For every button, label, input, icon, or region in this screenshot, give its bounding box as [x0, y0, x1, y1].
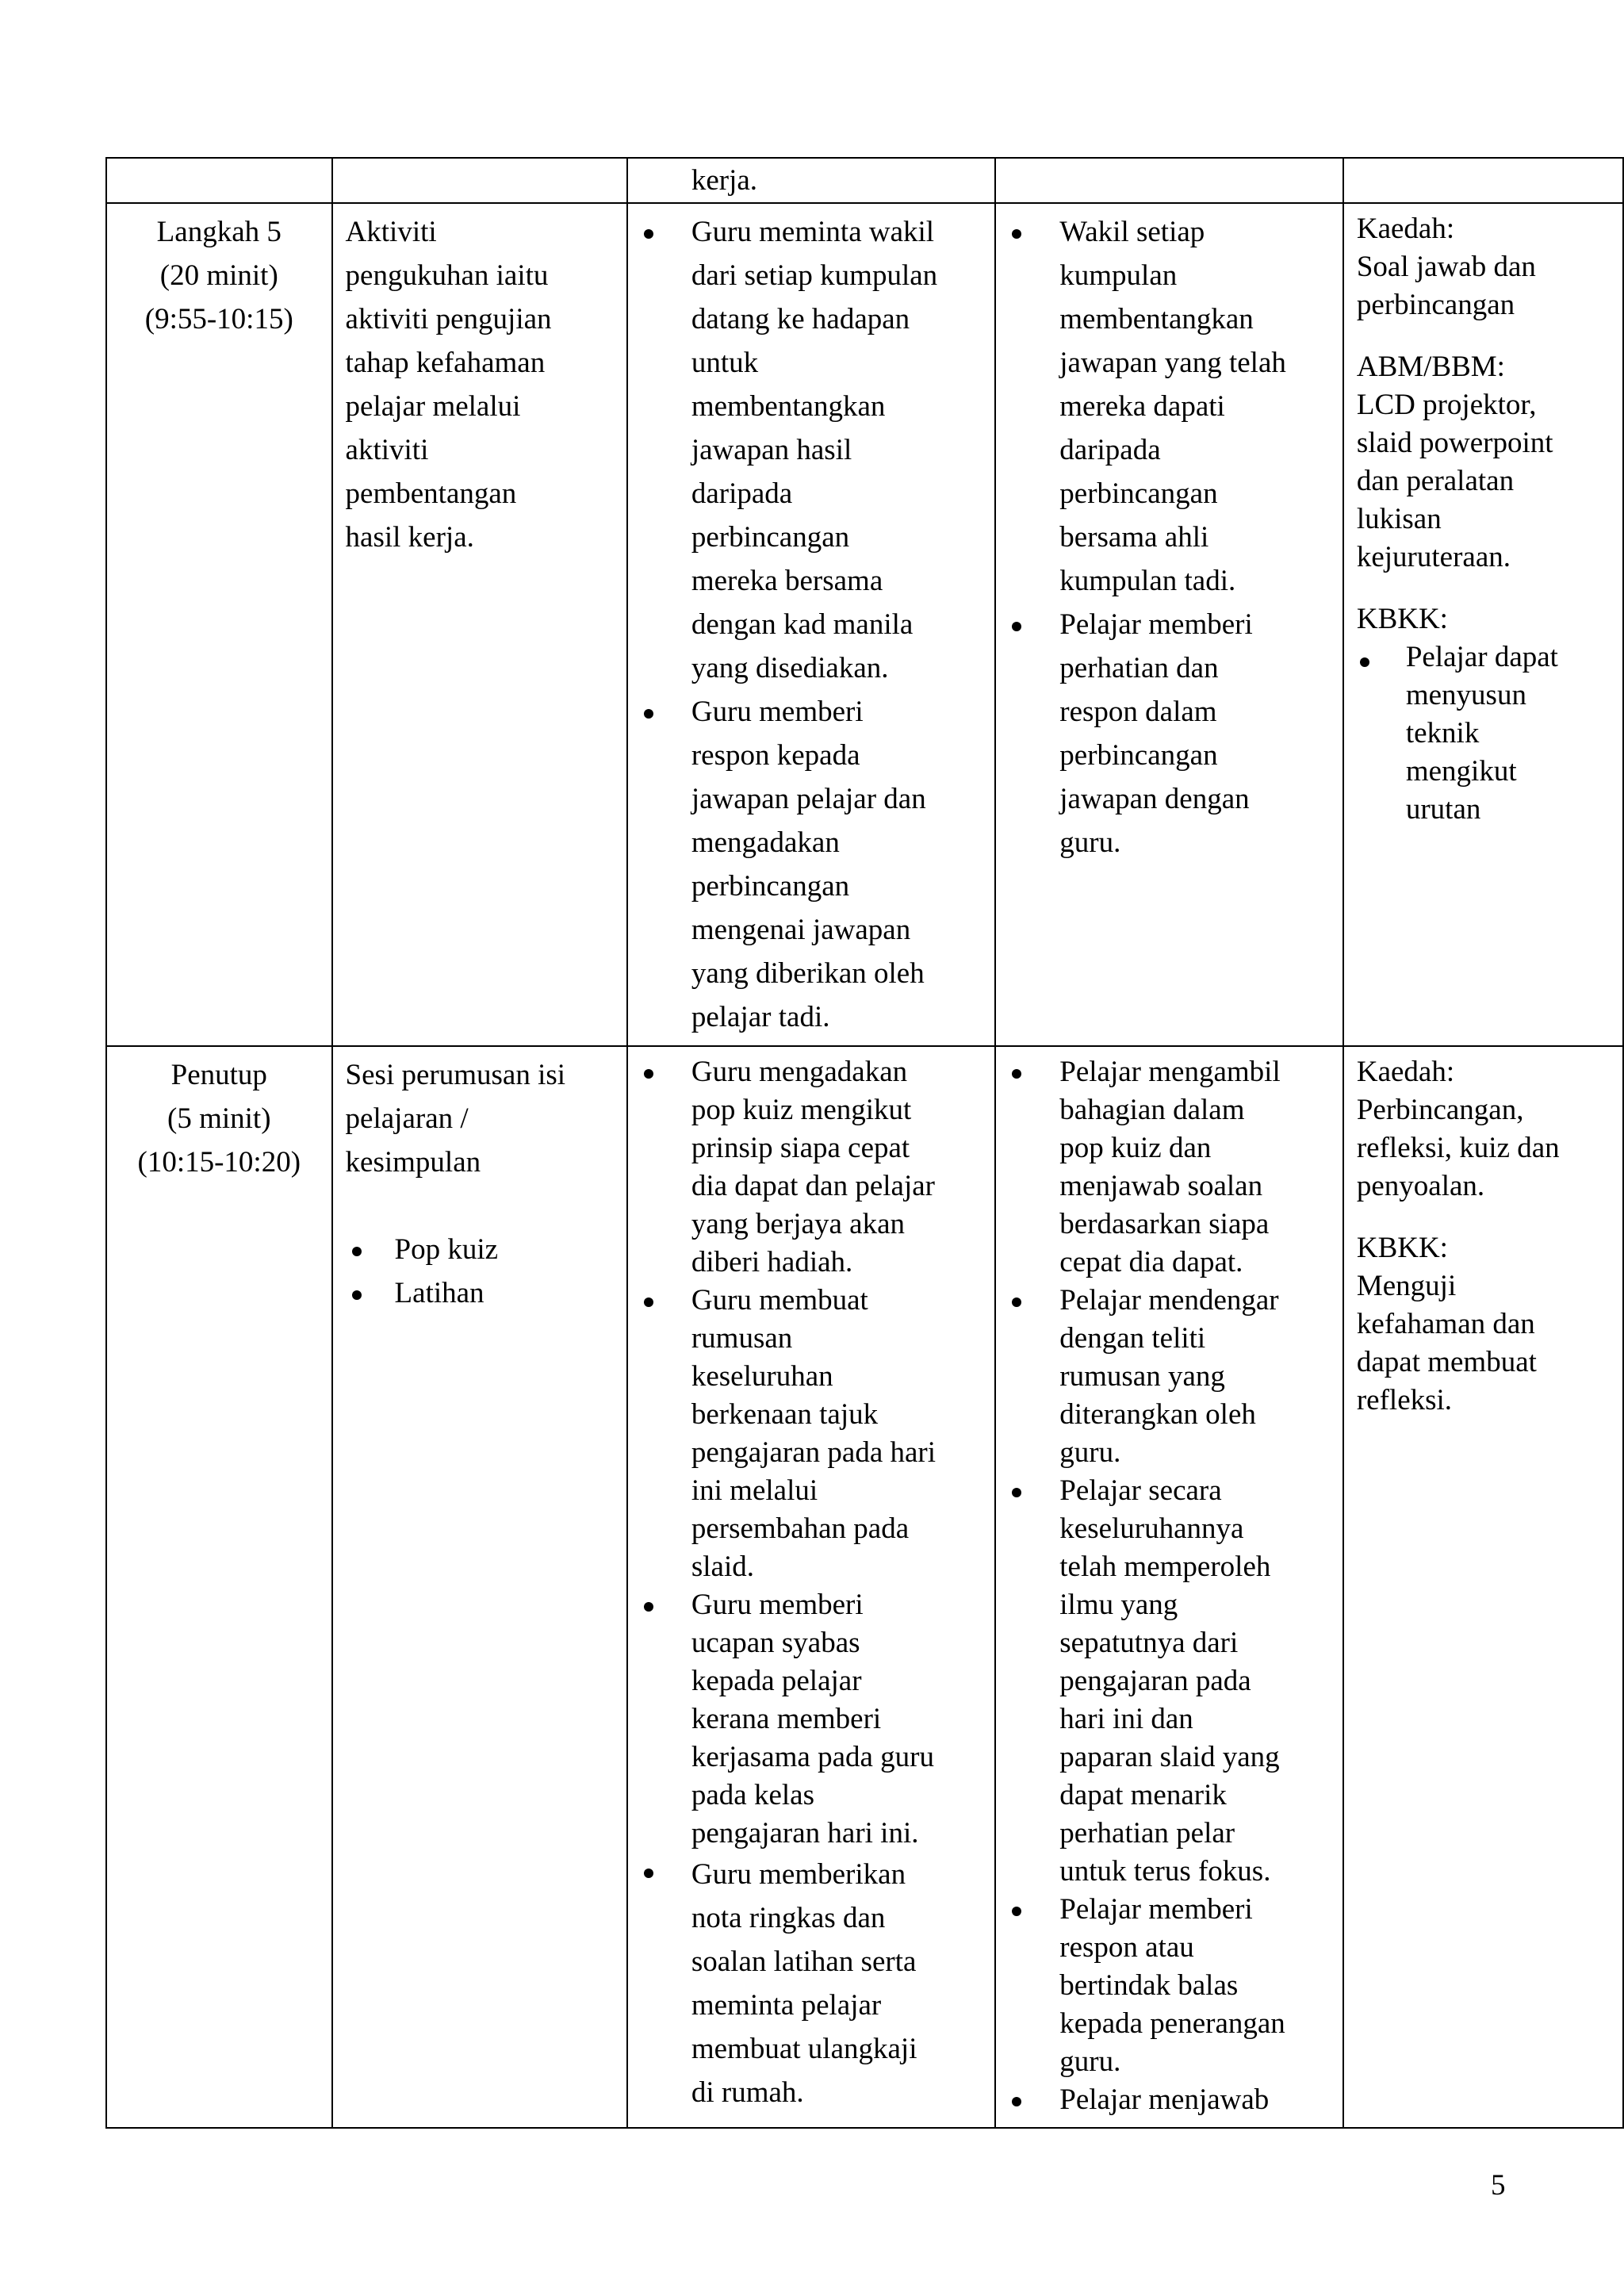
- step-cell: [106, 1046, 332, 2128]
- text-line: ucapan syabas: [691, 1627, 860, 1659]
- text-line: tahap kefahaman: [345, 347, 546, 379]
- text-line: sepatutnya dari: [1059, 1627, 1239, 1659]
- text-line: pop kuiz mengikut: [691, 1094, 912, 1126]
- bullet-list: [346, 1228, 614, 1315]
- table-row: [106, 158, 1623, 203]
- text-line: mengenai jawapan: [691, 914, 911, 946]
- text-line: respon atau: [1059, 1931, 1194, 1964]
- bullet-list: [1357, 638, 1610, 829]
- kaedah-label: Kaedah:: [1356, 1056, 1455, 1088]
- text-line: dengan kad manila: [691, 608, 914, 641]
- text-line: daripada: [691, 477, 793, 510]
- text-line: untuk terus fokus.: [1059, 1855, 1271, 1888]
- text-line: pelajar tadi.: [691, 1001, 830, 1033]
- text-line: slaid.: [691, 1550, 754, 1583]
- text-line: pengajaran pada: [1059, 1665, 1251, 1697]
- text-line: cepat dia dapat.: [1059, 1246, 1243, 1278]
- text-line: datang ke hadapan: [691, 303, 910, 335]
- text-line: meminta pelajar: [691, 1989, 882, 2022]
- text-line: diberi hadiah.: [691, 1246, 853, 1278]
- text-line: kepada pelajar: [691, 1665, 862, 1697]
- page-number: 5: [1491, 2169, 1506, 2202]
- text-line: membentangkan: [1059, 303, 1254, 335]
- text-line: Guru meminta wakil: [691, 216, 935, 248]
- text-line: jawapan pelajar dan: [691, 783, 926, 815]
- text-line: pengajaran pada hari: [691, 1436, 936, 1469]
- objective-cell: [332, 158, 627, 203]
- kaedah-label: Kaedah:: [1356, 213, 1455, 245]
- text-line: slaid powerpoint: [1356, 427, 1553, 459]
- student-activity-cell: [995, 203, 1343, 1046]
- text-line: menyusun: [1405, 679, 1526, 711]
- text-line: perbincangan: [691, 870, 850, 903]
- text-line: pop kuiz dan: [1059, 1132, 1212, 1164]
- table-row: [106, 1046, 1623, 2128]
- step-time: (9:55-10:15): [144, 303, 293, 335]
- list-item: [1009, 1053, 1330, 1282]
- text-line: LCD projektor,: [1356, 389, 1537, 421]
- text-line: guru.: [1059, 2045, 1121, 2078]
- text-line: kepada penerangan: [1059, 2007, 1285, 2040]
- text-line: kefahaman dan: [1356, 1308, 1535, 1340]
- text-line: Aktiviti: [345, 216, 437, 248]
- teacher-activity-cell: [627, 1046, 995, 2128]
- kbkk-label: KBKK:: [1356, 603, 1448, 635]
- text-line: rumusan yang: [1059, 1360, 1225, 1393]
- text-line: hari ini dan: [1059, 1703, 1193, 1735]
- text-line: berkenaan tajuk: [691, 1398, 879, 1431]
- text-line: persembahan pada: [691, 1512, 910, 1545]
- list-item: [346, 1228, 614, 1271]
- text-line: bersama ahli: [1059, 521, 1209, 554]
- text-line: pengukuhan iaitu: [345, 259, 549, 292]
- text-line: rumusan: [691, 1322, 793, 1355]
- notes-cell: [1343, 158, 1623, 203]
- text-line: Pelajar mengambil: [1059, 1056, 1281, 1088]
- notes-block: [1357, 210, 1610, 829]
- text-line: kesimpulan: [345, 1146, 481, 1179]
- text-line: refleksi, kuiz dan: [1356, 1132, 1560, 1164]
- text-line: Sesi perumusan isi: [345, 1059, 566, 1091]
- text-line: Guru memberi: [691, 1589, 864, 1621]
- step-label: Langkah 5: [156, 216, 282, 248]
- text-line: jawapan dengan: [1059, 783, 1250, 815]
- step-time: (10:15-10:20): [137, 1146, 301, 1179]
- text-line: kumpulan tadi.: [1059, 565, 1236, 597]
- step-cell: [106, 203, 332, 1046]
- text-line: dapat menarik: [1059, 1779, 1227, 1811]
- text-line: Pelajar memberi: [1059, 1893, 1253, 1926]
- text-line: dengan teliti: [1059, 1322, 1206, 1355]
- text-line: perbincangan: [691, 521, 850, 554]
- text-line: kerjasama pada guru: [691, 1741, 934, 1773]
- notes-block: [1357, 1053, 1610, 1420]
- list-item: [641, 210, 982, 690]
- text-line: Guru memberi: [691, 696, 864, 728]
- list-item: [641, 1586, 982, 1853]
- text-line: aktiviti pengujian: [345, 303, 552, 335]
- text-line: Guru mengadakan: [691, 1056, 908, 1088]
- list-item: [1009, 1472, 1330, 1891]
- bullet-list: [641, 1053, 982, 2114]
- text-line: yang disediakan.: [691, 652, 889, 684]
- text-line: Wakil setiap: [1059, 216, 1205, 248]
- text-line: Pelajar menjawab: [1059, 2083, 1270, 2116]
- objective-cell: [332, 1046, 627, 2128]
- list-item: [641, 1282, 982, 1586]
- text-line: Pelajar memberi: [1059, 608, 1253, 641]
- objective-cell: [332, 203, 627, 1046]
- text-line: Pelajar secara: [1059, 1474, 1222, 1507]
- text-line: perbincangan: [1059, 739, 1218, 772]
- text-line: perbincangan: [1356, 289, 1515, 321]
- teacher-activity-cell: [627, 158, 995, 203]
- list-item: [641, 1853, 982, 2114]
- bullet-list: [1009, 1053, 1330, 2119]
- text-line: perbincangan: [1059, 477, 1218, 510]
- text-line: pelajar melalui: [345, 390, 521, 423]
- kbkk-label: KBKK:: [1356, 1232, 1448, 1264]
- step-duration: (5 minit): [167, 1102, 271, 1135]
- notes-cell: [1343, 1046, 1623, 2128]
- text-line: kumpulan: [1059, 259, 1178, 292]
- text-line: mereka bersama: [691, 565, 883, 597]
- text-line: Guru membuat: [691, 1284, 868, 1317]
- list-item: [1009, 210, 1330, 603]
- text-line: perhatian dan: [1059, 652, 1219, 684]
- text-line: bahagian dalam: [1059, 1094, 1245, 1126]
- text-line: ilmu yang: [1059, 1589, 1178, 1621]
- step-cell: [106, 158, 332, 203]
- list-item: [1009, 1282, 1330, 1472]
- list-item: [1009, 1891, 1330, 2081]
- text-line: hasil kerja.: [345, 521, 474, 554]
- text-line: lukisan: [1356, 503, 1442, 535]
- list-item: [346, 1271, 614, 1315]
- text-line: refleksi.: [1356, 1384, 1453, 1416]
- teacher-activity-cell: [627, 203, 995, 1046]
- text-line: dia dapat dan pelajar: [691, 1170, 936, 1202]
- text-line: mengadakan: [691, 826, 840, 859]
- text-line: pembentangan: [345, 477, 517, 510]
- text-line: membentangkan: [691, 390, 886, 423]
- text-line: jawapan yang telah: [1059, 347, 1286, 379]
- abm-label: ABM/BBM:: [1356, 351, 1505, 383]
- text-line: dapat membuat: [1356, 1346, 1537, 1378]
- text-line: keseluruhan: [691, 1360, 833, 1393]
- text-line: Pop kuiz: [394, 1233, 499, 1266]
- list-item: [641, 690, 982, 1039]
- bullet-list: [1009, 210, 1330, 864]
- text-line: penyoalan.: [1356, 1170, 1485, 1202]
- text-line: nota ringkas dan: [691, 1902, 886, 1934]
- text-line: perhatian pelar: [1059, 1817, 1235, 1849]
- text-line: bertindak balas: [1059, 1969, 1239, 2002]
- text-line: untuk: [691, 347, 759, 379]
- text-line: telah memperoleh: [1059, 1550, 1271, 1583]
- text-line: Pelajar mendengar: [1059, 1284, 1279, 1317]
- lesson-plan-table: [105, 157, 1624, 2129]
- text-line: pengajaran hari ini.: [691, 1817, 919, 1849]
- text-line: teknik: [1405, 717, 1480, 749]
- text-line: urutan: [1405, 793, 1481, 826]
- text-line: mengikut: [1405, 755, 1517, 788]
- step-label: Penutup: [170, 1059, 267, 1091]
- list-item: [1009, 2081, 1330, 2119]
- student-activity-cell: [995, 1046, 1343, 2128]
- bullet-list: [641, 210, 982, 1039]
- step-duration: (20 minit): [159, 259, 278, 292]
- notes-cell: [1343, 203, 1623, 1046]
- text-line: soalan latihan serta: [691, 1945, 917, 1978]
- text-line: Guru memberikan: [691, 1858, 906, 1891]
- text-line: respon dalam: [1059, 696, 1217, 728]
- text-line: yang diberikan oleh: [691, 957, 925, 990]
- table-row: [106, 203, 1623, 1046]
- text-line: respon kepada: [691, 739, 860, 772]
- text-line: prinsip siapa cepat: [691, 1132, 910, 1164]
- text-line: guru.: [1059, 826, 1121, 859]
- text-line: menjawab soalan: [1059, 1170, 1263, 1202]
- text-line: Pelajar dapat: [1405, 641, 1558, 673]
- text-line: mereka dapati: [1059, 390, 1225, 423]
- text-line: dan peralatan: [1356, 465, 1515, 497]
- text-line: Latihan: [394, 1277, 485, 1309]
- text-line: berdasarkan siapa: [1059, 1208, 1270, 1240]
- text-line: aktiviti: [345, 434, 429, 466]
- text-line: membuat ulangkaji: [691, 2033, 917, 2065]
- text-line: Perbincangan,: [1356, 1094, 1524, 1126]
- text-line: keseluruhannya: [1059, 1512, 1244, 1545]
- student-activity-cell: [995, 158, 1343, 203]
- text-line: guru.: [1059, 1436, 1121, 1469]
- text-line: di rumah.: [691, 2076, 804, 2109]
- continued-text: kerja.: [691, 164, 758, 197]
- text-line: ini melalui: [691, 1474, 818, 1507]
- text-line: Soal jawab dan: [1356, 251, 1536, 283]
- text-line: jawapan hasil: [691, 434, 852, 466]
- text-line: diterangkan oleh: [1059, 1398, 1256, 1431]
- text-line: pada kelas: [691, 1779, 814, 1811]
- text-line: Menguji: [1356, 1270, 1457, 1302]
- list-item: [641, 1053, 982, 1282]
- list-item: [1009, 603, 1330, 864]
- text-line: dari setiap kumpulan: [691, 259, 938, 292]
- text-line: daripada: [1059, 434, 1161, 466]
- text-line: yang berjaya akan: [691, 1208, 905, 1240]
- text-line: kejuruteraan.: [1356, 541, 1511, 573]
- list-item: [1357, 638, 1610, 829]
- text-line: paparan slaid yang: [1059, 1741, 1280, 1773]
- text-line: pelajaran /: [345, 1102, 469, 1135]
- text-line: kerana memberi: [691, 1703, 882, 1735]
